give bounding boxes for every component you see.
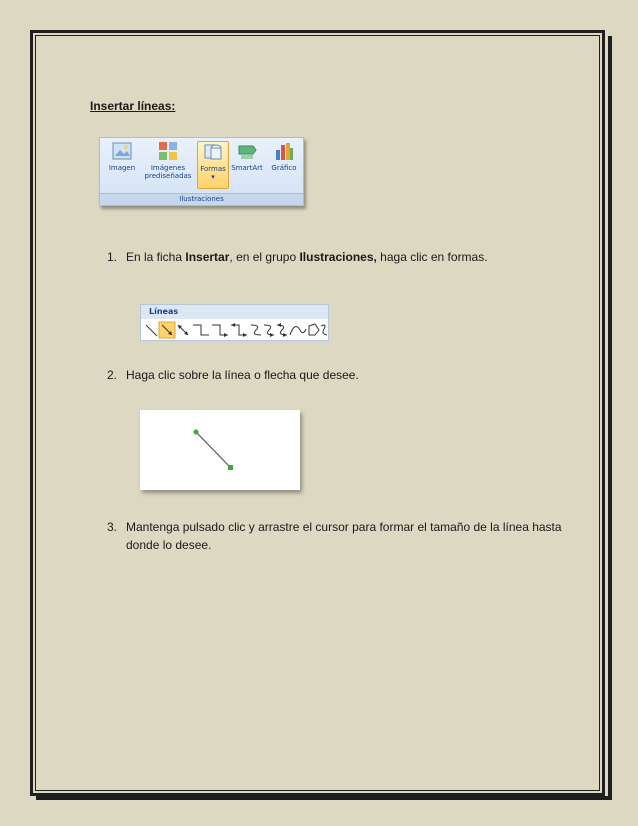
ribbon-label-predisenadas: prediseñadas bbox=[144, 172, 192, 180]
ribbon-label-imagen: Imagen bbox=[108, 164, 136, 172]
step-text: Mantenga pulsado clic y arrastre el cursor para formar el tamaño de la línea hasta donde lo desee. bbox=[126, 520, 562, 552]
drawn-line bbox=[196, 432, 230, 467]
frame-shadow-right bbox=[608, 36, 612, 800]
lines-panel-image bbox=[140, 304, 329, 341]
ribbon-button-formas bbox=[197, 141, 229, 189]
lines-panel-title: Líneas bbox=[141, 305, 328, 319]
line-drawing-preview bbox=[140, 410, 300, 490]
ribbon-label-imagenes: Imágenes bbox=[150, 164, 186, 172]
chart-icon bbox=[274, 141, 294, 161]
ribbon-button-imagen bbox=[105, 141, 139, 172]
line-start-handle bbox=[194, 430, 199, 435]
smartart-icon bbox=[237, 141, 257, 161]
clipart-icon bbox=[158, 141, 178, 161]
ribbon-group-label: Ilustraciones bbox=[100, 193, 303, 205]
ribbon-label-formas: Formas bbox=[200, 165, 226, 173]
section-heading: Insertar líneas: bbox=[90, 99, 176, 113]
picture-icon bbox=[112, 141, 132, 161]
ribbon-label-smartart: SmartArt bbox=[231, 164, 263, 172]
step-number: 2. bbox=[107, 368, 118, 382]
step-number: 1. bbox=[107, 250, 118, 264]
chevron-down-icon: ▾ bbox=[211, 173, 215, 181]
shapes-icon bbox=[203, 142, 223, 162]
line-end-handle bbox=[228, 465, 233, 470]
ribbon-button-smartart bbox=[228, 141, 266, 172]
ribbon-illustrations-image bbox=[99, 137, 304, 206]
ribbon-button-grafico bbox=[268, 141, 300, 172]
line-shapes-icons bbox=[143, 321, 328, 339]
step-text: Haga clic sobre la línea o flecha que desee. bbox=[126, 368, 359, 382]
ribbon-button-clipart bbox=[140, 141, 196, 180]
step-text: En la ficha Insertar, en el grupo Ilustraciones, haga clic en formas. bbox=[126, 250, 488, 264]
step-number: 3. bbox=[107, 520, 118, 534]
ribbon-label-grafico: Gráfico bbox=[271, 164, 297, 172]
frame-shadow-bottom bbox=[36, 796, 612, 800]
